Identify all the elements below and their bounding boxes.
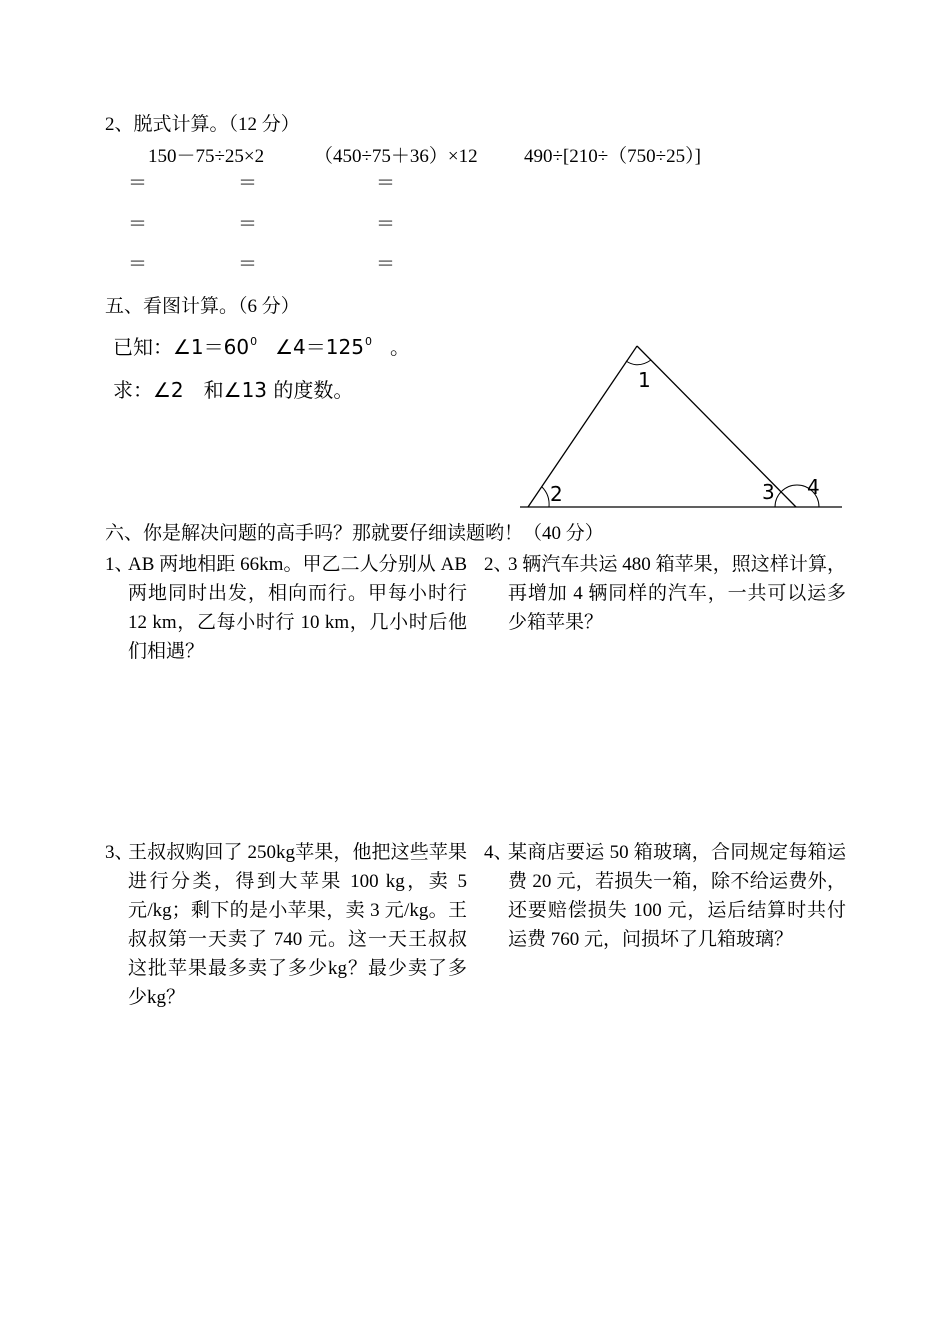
given-line [113,329,410,360]
problem-text: 某商店要运 50 箱玻璃，合同规定每箱运费 20 元，若损失一箱，除不给运费外，还要赔偿损失 100 元，运后结算时共付运费 760 元，问损坏了几箱玻璃？ [508,842,846,950]
equals-sign: ＝ [128,214,148,235]
label-2: 2 [550,482,563,506]
equals-sign: ＝ [128,254,148,275]
ask-line: 求：∠2 和∠13 的度数。 [113,378,354,402]
left-side [528,346,637,507]
equals-sign: ＝ [238,254,258,275]
section6-heading: 六、你是解决问题的高手吗？那就要仔细读题哟！（40 分） [105,523,604,544]
problem-text: 王叔叔购回了 250kg苹果，他把这些苹果进行分类，得到大苹果 100 kg，卖 5 元/kg；剩下的是小苹果，卖 3 元/kg。王叔叔第一天卖了 740 元。这一天王叔叔这批苹果最多卖了多少kg？最少卖了多少kg？ [128,842,467,1008]
problem-2 [484,550,846,637]
given-end: 。 [389,335,410,359]
given-angle4: ∠4＝125 [275,335,364,359]
problem-4 [484,838,846,954]
problem-number: 2、 [484,554,513,575]
label-1: 1 [638,368,651,392]
problem-number: 1、 [105,554,134,575]
degree-mark: 0 [250,335,258,348]
section5-heading: 五、看图计算。（6 分） [105,296,300,317]
problem-3 [105,838,467,1012]
equals-sign: ＝ [238,214,258,235]
angle1-arc [626,360,651,365]
label-3: 3 [762,480,775,504]
section2-heading: 2、脱式计算。（12 分） [105,114,300,135]
problem-text: AB 两地相距 66km。甲乙二人分别从 AB 两地同时出发，相向而行。甲每小时行 12 km，乙每小时行 10 km，几小时后他们相遇？ [128,554,467,662]
expression-3: 490÷[210÷（750÷25）] [524,146,701,167]
problem-number: 3、 [105,842,134,863]
problem-1 [105,550,467,666]
equals-sign: ＝ [238,173,258,194]
triangle-figure [520,335,850,520]
expression-1: 150－75÷25×2 [148,146,265,167]
problem-number: 4、 [484,842,513,863]
degree-mark: 0 [364,335,372,348]
equals-sign: ＝ [128,173,148,194]
equals-sign: ＝ [376,214,396,235]
problem-text: 3 辆汽车共运 480 箱苹果，照这样计算，再增加 4 辆同样的汽车，一共可以运多少箱苹果？ [508,554,846,633]
equals-sign: ＝ [376,173,396,194]
equals-sign: ＝ [376,254,396,275]
label-4: 4 [807,475,820,499]
given-angle1: 已知：∠1＝60 [113,335,250,359]
angle2-arc [542,487,549,507]
expression-2: （450÷75＋36）×12 [314,146,478,167]
